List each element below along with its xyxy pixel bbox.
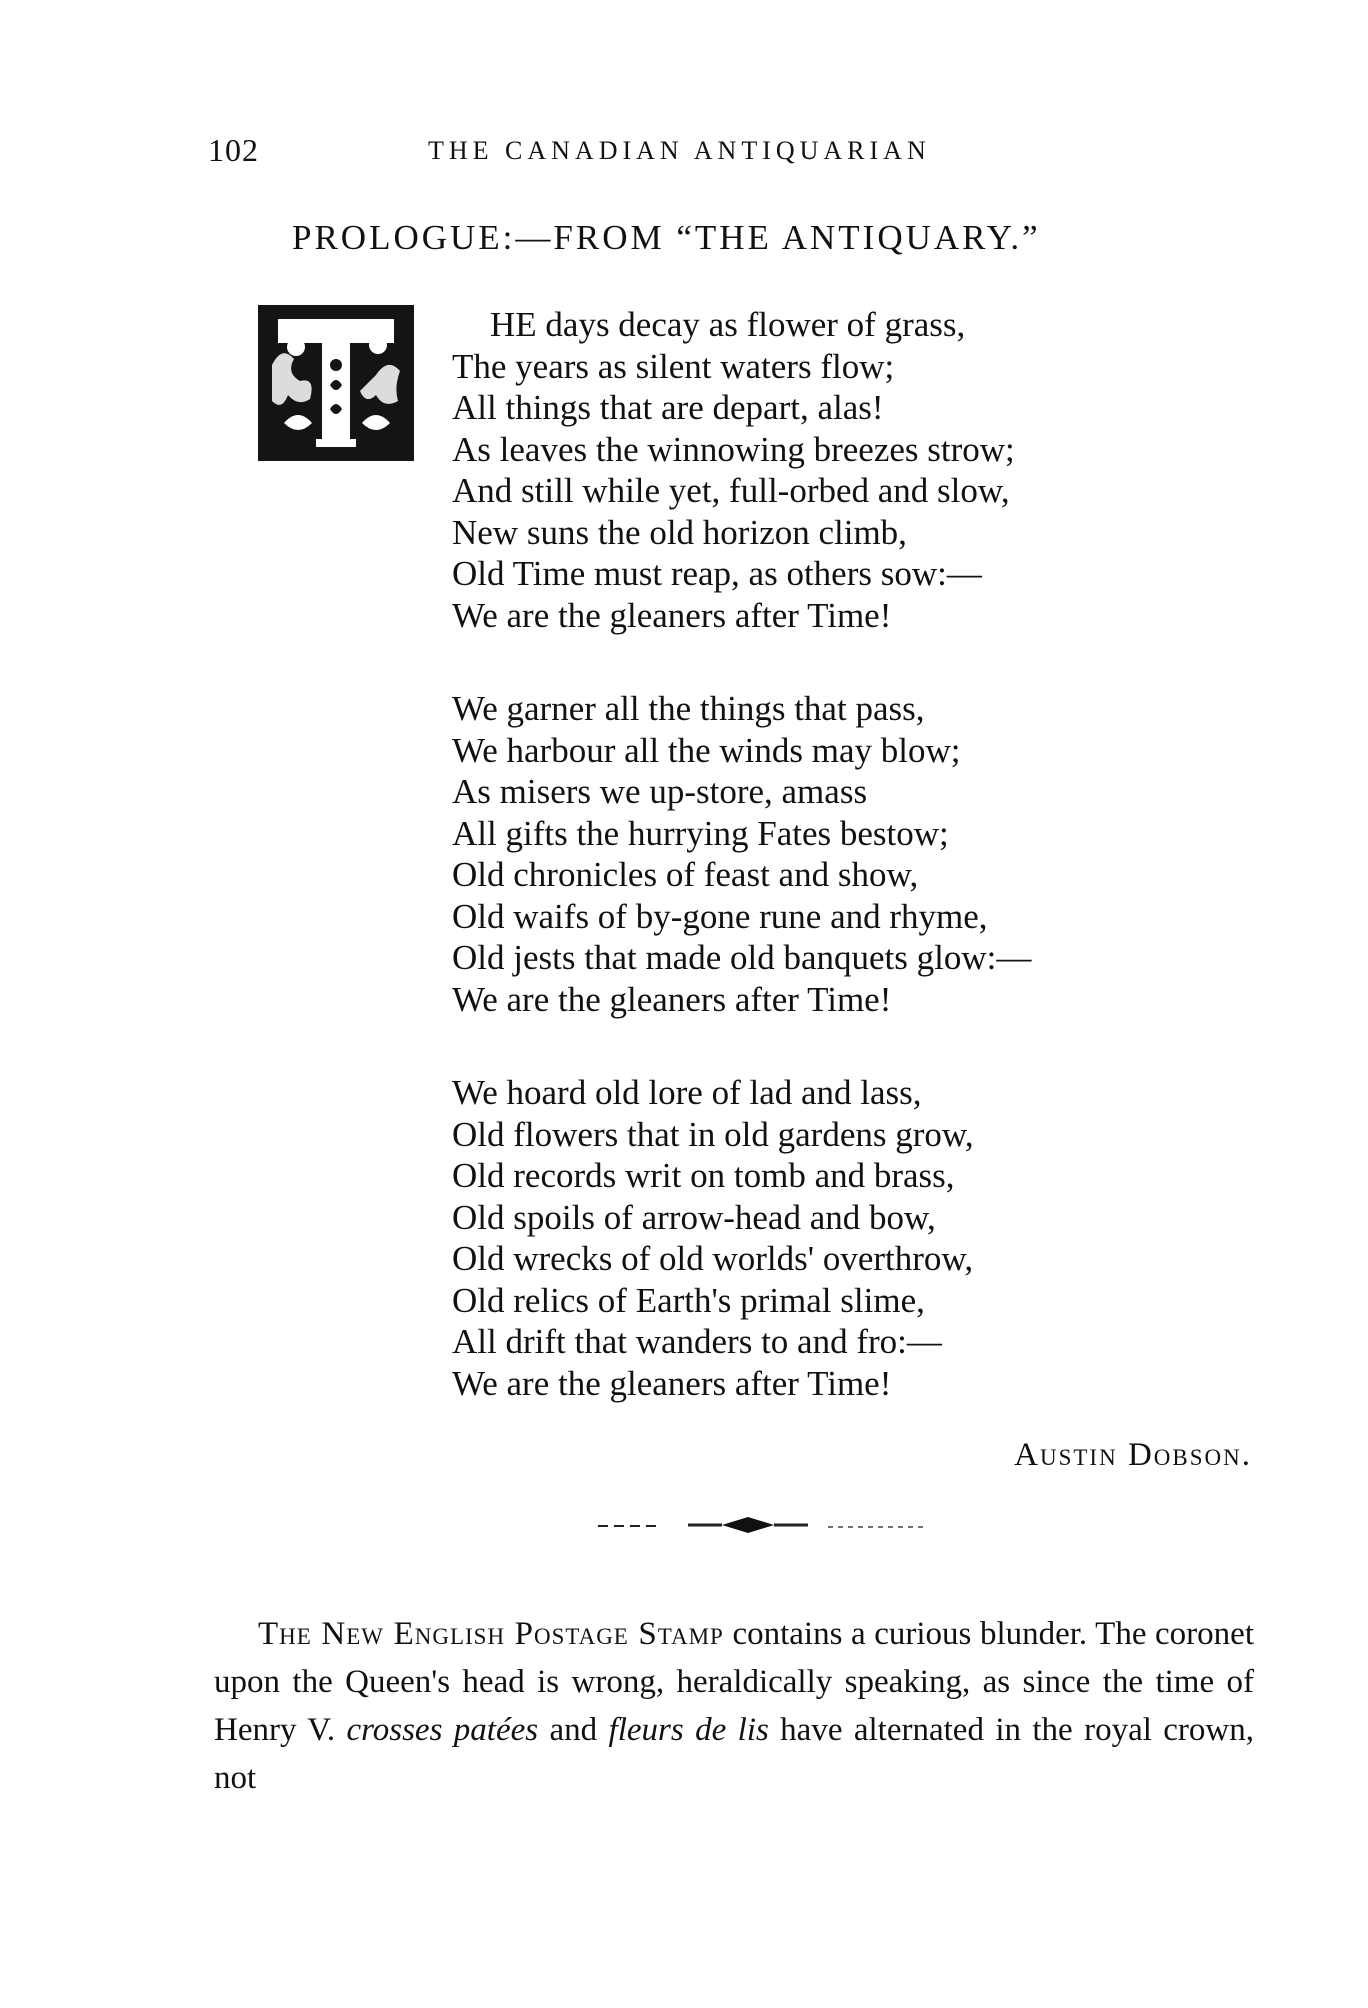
poem-line: All gifts the hurrying Fates bestow; [452, 813, 949, 853]
article-lead: The New English Postage Stamp [258, 1616, 724, 1652]
poem-line: We garner all the things that pass, [452, 689, 925, 728]
poem-line: Old wrecks of old worlds' overthrow, [452, 1239, 974, 1278]
running-head [208, 132, 1038, 172]
poem-body [452, 304, 1252, 1456]
poem-line: The years as silent waters flow; [452, 346, 895, 386]
poem-title: PROLOGUE:—FROM “THE ANTIQUARY.” [292, 218, 1041, 257]
poem-line: We harbour all the winds may blow; [452, 730, 961, 770]
article-text: have alternated in the royal crown, not [214, 1712, 1254, 1796]
poem-line: Old Time must reap, as others sow:— [452, 554, 982, 593]
drop-cap-ornament [258, 305, 414, 461]
poem-line: New suns the old horizon climb, [452, 512, 907, 552]
stanza-3 [452, 1072, 1252, 1404]
article-text: and [538, 1712, 609, 1748]
poem-line: We are the gleaners after Time! [452, 979, 892, 1019]
poem-line: We are the gleaners after Time! [452, 595, 892, 635]
poem-line: Old flowers that in old gardens grow, [452, 1114, 974, 1154]
poem-line: All drift that wanders to and fro:— [452, 1322, 942, 1361]
poem-line: As misers we up-store, amass [452, 772, 868, 811]
article-paragraph [214, 1610, 1254, 1802]
poem-line: Old jests that made old banquets glow:— [452, 938, 1032, 977]
poem-line: Old relics of Earth's primal slime, [452, 1280, 925, 1320]
article-text: contains a curious blunder. The coronet upon the Queen's head is wrong, heraldically speaking, as since the time of Henry V. [214, 1616, 1254, 1748]
ornament-divider-icon [592, 1510, 932, 1540]
stanza-1 [452, 304, 1252, 636]
poem-line: Old records writ on tomb and brass, [452, 1156, 955, 1195]
stanza-2 [452, 688, 1252, 1020]
poem-line: Old spoils of arrow-head and bow, [452, 1197, 936, 1237]
journal-title: THE CANADIAN ANTIQUARIAN [428, 136, 931, 165]
poem-line: Old chronicles of feast and show, [452, 855, 919, 894]
poem-line: As leaves the winnowing breezes strow; [452, 429, 1015, 469]
article-italic: fleurs de lis [608, 1712, 769, 1748]
poem-line: HE days decay as flower of grass, [490, 305, 966, 344]
floral-initial-icon [258, 305, 414, 461]
section-divider [592, 1510, 932, 1540]
poem-line: And still while yet, full-orbed and slow, [452, 471, 1010, 510]
poem-line: All things that are depart, alas! [452, 388, 884, 427]
poem-line: Old waifs of by-gone rune and rhyme, [452, 896, 988, 936]
page-number: 102 [208, 132, 259, 168]
poem-line: We are the gleaners after Time! [452, 1363, 892, 1403]
poem-attribution: Austin Dobson. [1014, 1437, 1252, 1473]
poem-line: We hoard old lore of lad and lass, [452, 1073, 922, 1112]
article-italic: crosses patées [346, 1712, 539, 1748]
